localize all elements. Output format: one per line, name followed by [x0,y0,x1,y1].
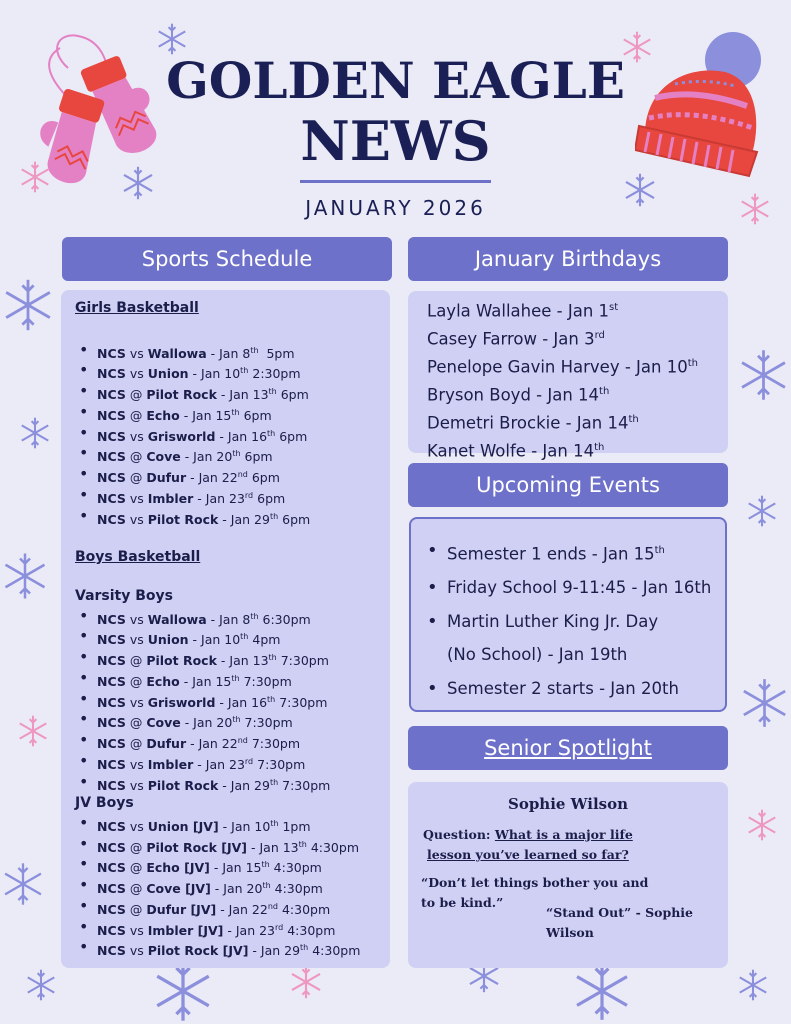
date-suffix: rd [275,922,284,932]
opponent-name: Echo [146,408,180,423]
date-suffix: th [232,715,241,725]
opponent-name: Imbler [147,491,194,506]
game-separator: @ [125,470,147,486]
team-name: NCS [97,345,126,361]
opponent-name: Union [147,366,189,382]
game-separator: @ [125,860,147,876]
team-name: NCS [97,881,126,897]
team-name: NCS [97,428,126,444]
snowflake-icon [620,30,654,64]
team-name: NCS [97,902,126,918]
answer-text: “Don’t let things bother you and [421,875,649,890]
birthday-text: Kanet Wolfe - Jan 14 [427,441,595,461]
senior-spotlight-heading [408,726,728,770]
game-date: - Jan 22 [186,470,238,486]
game-date: - Jan 13 [216,387,269,403]
game-date: - Jan 29 [248,943,301,959]
team-name: NCS [97,491,126,506]
team-name: NCS [97,470,126,486]
game-separator: vs [125,511,148,527]
snowflake-icon [745,494,779,528]
opponent-name: Grisworld [147,694,216,710]
spotlight-attribution [546,903,726,943]
birthday-item [427,324,728,352]
opponent-name: Pilot Rock [146,653,217,669]
game-item [93,732,378,753]
opponent-name: Union [147,632,189,648]
date-suffix: th [262,881,271,891]
game-time: 6pm [239,408,272,423]
opponent-name: Wallowa [147,345,207,361]
game-item [93,425,378,446]
game-date: - Jan 13 [216,653,269,669]
team-name: NCS [97,449,126,465]
game-item [93,466,378,487]
birthday-text: Layla Wallahee - Jan 1 [427,301,610,321]
game-item [93,649,378,670]
birthday-text: Bryson Boyd - Jan 14 [427,385,600,405]
game-item [93,383,378,404]
game-item [93,939,363,960]
date-suffix: th [687,357,698,369]
game-date: - Jan 10 [188,632,241,648]
game-time: 4:30pm [269,860,322,876]
issue-month: JANUARY 2026 [305,196,486,220]
snowflake-icon [745,808,779,842]
title-divider [300,180,491,183]
date-suffix: th [270,818,279,828]
senior-spotlight-heading-text: Senior Spotlight [484,736,652,760]
team-name: NCS [97,839,126,855]
game-separator: @ [125,902,147,918]
event-text: (No School) - Jan 19th [447,645,628,664]
game-separator: vs [125,943,148,959]
game-item [93,508,378,529]
game-time: 4:30pm [270,881,323,897]
spotlight-student-name: Sophie Wilson [507,795,629,813]
game-date: - Jan 22 [216,902,268,918]
opponent-name: Imbler [147,756,194,772]
upcoming-events-heading: Upcoming Events [408,463,728,507]
team-name: NCS [97,632,126,648]
team-name: NCS [97,922,126,938]
event-text: Semester 2 starts - Jan 20th [447,678,679,698]
game-time: 7:30pm [239,673,292,689]
game-time: 6pm [275,428,308,444]
opponent-name: Cove [146,715,181,731]
snowflake-icon [16,714,50,748]
game-time: 1pm [278,819,311,835]
date-suffix: th [231,407,240,417]
opponent-name: Grisworld [147,428,216,444]
date-suffix: th [250,611,259,621]
sports-schedule-panel [61,290,390,968]
game-date: - Jan 8 [206,345,251,361]
date-suffix: th [267,428,276,438]
boys-basketball-title: Boys Basketball [75,549,201,566]
date-suffix: nd [237,736,248,746]
game-item [93,898,363,919]
spotlight-question [423,825,723,865]
game-date: - Jan 15 [209,860,262,876]
team-name: NCS [97,777,126,793]
newsletter-title-line1: GOLDEN EAGLE [166,51,625,110]
date-suffix: th [250,345,259,355]
game-date: - Jan 15 [179,673,232,689]
date-suffix: th [594,441,605,453]
game-separator: vs [125,632,148,648]
question-text: lesson you’ve learned so far? [427,847,629,862]
attribution-text: Wilson [546,925,594,940]
event-item [411,534,725,571]
game-item [93,877,363,898]
game-separator: @ [125,387,147,403]
game-separator: vs [125,819,148,835]
game-date: - Jan 16 [215,428,268,444]
game-date: - Jan 29 [218,777,270,793]
opponent-name: Dufur [146,736,187,752]
game-item [93,670,378,691]
event-text: Martin Luther King Jr. Day [447,611,659,631]
opponent-name: Union [JV] [147,819,219,835]
game-item [93,608,378,629]
date-suffix: rd [244,756,254,766]
game-time: 7:30pm [278,777,331,793]
snowflake-icon [24,968,58,1002]
game-date: - Jan 20 [210,881,263,897]
girls-games-list [93,342,378,529]
game-date: - Jan 23 [223,922,275,938]
game-date: - Jan 10 [218,819,271,835]
game-time: 7:30pm [240,715,293,731]
date-suffix: th [261,860,270,870]
team-name: NCS [97,673,126,689]
game-time: 6pm [278,511,311,527]
game-item [93,342,378,363]
game-separator: @ [125,715,147,731]
answer-text: to be kind.” [421,894,504,910]
opponent-name: Pilot Rock [JV] [147,943,249,959]
opponent-name: Cove [JV] [146,881,211,897]
snowflake-icon [622,172,658,208]
winter-hat-illustration [635,28,770,178]
game-separator: vs [125,777,148,793]
team-name: NCS [97,511,126,527]
game-separator: @ [125,449,147,465]
snowflake-icon [0,848,46,920]
game-date: - Jan 22 [186,736,238,752]
opponent-name: Echo [JV] [146,860,210,876]
girls-basketball-title: Girls Basketball [75,300,199,316]
game-separator: vs [125,491,148,506]
game-item [93,919,363,940]
newsletter-title-line2: NEWS [300,109,491,173]
game-separator: vs [125,694,148,710]
game-date: - Jan 23 [193,756,245,772]
snowflake-icon [736,340,791,410]
game-date: - Jan 8 [206,611,251,627]
sports-schedule-heading: Sports Schedule [62,237,392,281]
opponent-name: Pilot Rock [146,387,217,403]
game-date: - Jan 10 [188,366,241,382]
birthday-item [427,296,728,324]
game-separator: vs [125,345,148,361]
date-suffix: rd [594,329,605,341]
snowflake-icon [18,160,52,194]
game-time: 4:30pm [283,922,336,938]
game-item [93,691,378,712]
team-name: NCS [97,715,126,731]
date-suffix: th [628,413,639,425]
date-suffix: th [231,673,240,683]
date-suffix: th [268,387,277,397]
game-time: 4pm [248,632,281,648]
snowflake-icon [736,968,770,1002]
game-separator: vs [125,366,148,382]
game-time: 7:30pm [276,653,329,669]
game-time: 4:30pm [308,943,361,959]
game-separator: vs [125,922,148,938]
birthday-text: Penelope Gavin Harvey - Jan 10 [427,357,688,377]
date-suffix: th [232,449,241,459]
snowflake-icon [288,964,324,1000]
team-name: NCS [97,387,126,403]
game-date: - Jan 20 [180,449,233,465]
question-label: Question: [423,827,495,842]
team-name: NCS [97,611,126,627]
attribution-text: “Stand Out” - Sophie [546,905,693,920]
birthdays-panel [408,291,728,461]
game-time: 7:30pm [247,736,301,752]
game-item [93,487,378,508]
event-item [411,672,725,706]
game-time: 5pm [258,345,295,361]
snowflake-icon [18,416,52,450]
jv-boys-title: JV Boys [75,795,134,812]
game-separator: @ [125,673,147,689]
team-name: NCS [97,694,126,710]
game-separator: @ [125,736,147,752]
game-separator: @ [125,408,147,423]
game-time: 4:30pm [277,902,331,918]
opponent-name: Dufur [146,470,187,486]
game-separator: @ [125,839,147,855]
varsity-games-list [93,608,378,795]
senior-spotlight-panel [408,782,728,968]
date-suffix: st [609,302,619,313]
team-name: NCS [97,366,126,382]
team-name: NCS [97,819,126,835]
opponent-name: Cove [146,449,181,465]
game-separator: vs [125,756,148,772]
birthday-text: Casey Farrow - Jan 3 [427,329,595,349]
game-time: 6pm [247,470,280,486]
date-suffix: th [298,839,307,849]
snowflake-icon [738,668,791,738]
event-date-suffix: th [654,545,665,556]
snowflake-icon [0,270,56,340]
game-item [93,774,378,795]
birthdays-heading: January Birthdays [408,237,728,281]
opponent-name: Dufur [JV] [146,902,217,918]
snowflake-icon [120,165,156,201]
date-suffix: th [268,653,277,663]
opponent-name: Echo [146,673,180,689]
game-date: - Jan 16 [215,694,268,710]
opponent-name: Pilot Rock [JV] [146,839,248,855]
game-separator: @ [125,653,147,669]
varsity-boys-title: Varsity Boys [75,587,173,604]
birthday-item [427,352,728,380]
opponent-name: Imbler [JV] [147,922,224,938]
game-item [93,628,378,649]
game-separator: vs [125,611,148,627]
team-name: NCS [97,756,126,772]
date-suffix: th [240,366,249,376]
game-time: 7:30pm [253,756,306,772]
date-suffix: th [269,777,279,787]
birthday-item [427,380,728,408]
date-suffix: th [269,511,279,521]
opponent-name: Pilot Rock [147,511,219,527]
opponent-name: Pilot Rock [147,777,219,793]
game-item [93,404,378,425]
game-time: 6pm [240,449,273,465]
snowflake-icon [738,192,772,226]
game-date: - Jan 23 [193,491,245,506]
date-suffix: rd [244,490,254,500]
game-item [93,856,363,877]
birthday-text: Demetri Brockie - Jan 14 [427,413,629,433]
upcoming-events-panel [409,517,727,712]
game-separator: vs [125,428,148,444]
game-date: - Jan 15 [179,408,232,423]
game-time: 2:30pm [248,366,301,382]
snowflake-icon [0,540,50,612]
team-name: NCS [97,860,126,876]
game-time: 7:30pm [275,694,328,710]
game-time: 6pm [276,387,309,403]
game-date: - Jan 29 [218,511,270,527]
team-name: NCS [97,736,126,752]
team-name: NCS [97,943,126,959]
team-name: NCS [97,653,126,669]
birthday-item [427,408,728,436]
game-time: 6pm [253,491,286,506]
date-suffix: nd [267,901,278,911]
birthday-item [427,436,728,464]
game-item [93,815,363,836]
event-text: Semester 1 ends - Jan 15 [447,544,655,564]
game-separator: @ [125,881,147,897]
game-item [93,753,378,774]
game-date: - Jan 13 [247,839,299,855]
game-item [93,836,363,857]
game-item [93,711,378,732]
game-item [93,362,378,383]
event-text: Friday School 9-11:45 - Jan 16th [447,578,712,597]
date-suffix: th [599,385,610,397]
date-suffix: th [267,694,276,704]
date-suffix: th [240,632,249,642]
game-item [93,445,378,466]
game-date: - Jan 20 [180,715,233,731]
question-text: What is a major life [494,827,633,842]
game-time: 4:30pm [306,839,359,855]
date-suffix: th [300,943,309,953]
event-item [411,571,725,605]
snowflake-icon [155,22,189,56]
jv-games-list [93,815,363,960]
game-time: 6:30pm [258,611,311,627]
team-name: NCS [97,408,126,423]
event-item [411,605,725,672]
date-suffix: nd [237,470,248,480]
opponent-name: Wallowa [147,611,207,627]
